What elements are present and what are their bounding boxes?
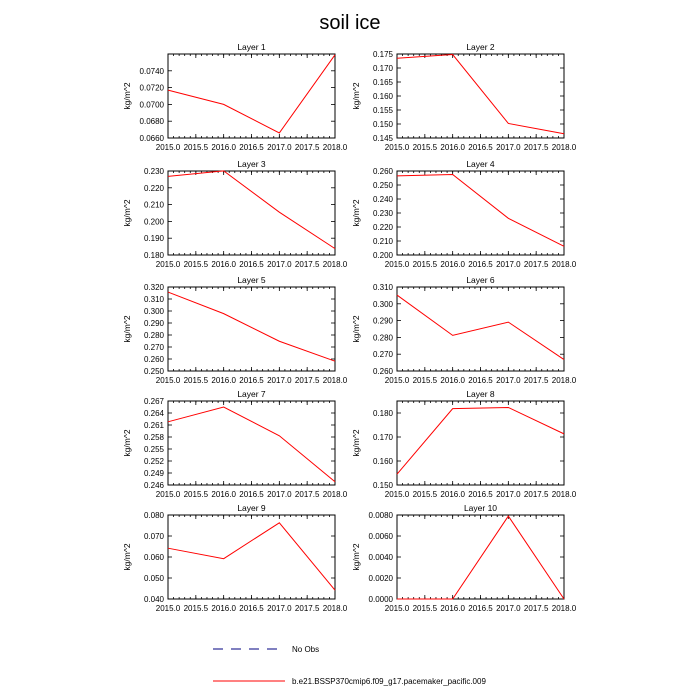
x-tick-label: 2015.0 [384,260,410,269]
y-tick-label: 0.0700 [139,100,164,110]
y-axis-label: kg/m^2 [122,82,132,110]
x-tick-label: 2016.0 [440,143,465,152]
panel-title: Layer 3 [237,159,266,169]
y-tick-label: 0.220 [372,223,393,232]
y-tick-label: 0.180 [143,251,164,260]
series-line [168,292,335,361]
y-tick-label: 0.155 [372,106,393,115]
x-tick-label: 2016.5 [468,260,493,269]
x-tick-label: 2015.5 [412,260,438,269]
x-tick-label: 2015.0 [384,604,410,613]
x-tick-label: 2016.0 [440,376,465,385]
y-tick-label: 0.270 [143,343,164,352]
x-tick-label: 2018.0 [322,143,348,152]
x-tick-label: 2015.5 [183,604,209,613]
y-tick-label: 0.261 [143,421,164,430]
x-tick-label: 2017.0 [496,260,521,269]
y-tick-label: 0.280 [143,331,164,340]
x-tick-label: 2016.5 [239,260,264,269]
y-tick-label: 0.0060 [368,532,393,541]
y-tick-label: 0.200 [143,217,164,227]
x-tick-label: 2015.5 [412,143,438,152]
y-axis-label: kg/m^2 [122,429,132,457]
x-tick-label: 2016.5 [468,376,493,385]
y-tick-label: 0.160 [372,92,393,101]
x-tick-label: 2017.5 [294,376,320,385]
y-tick-label: 0.300 [372,299,393,309]
y-tick-label: 0.0040 [368,553,393,562]
y-axis-label: kg/m^2 [351,199,361,227]
panel-layer-6 [351,275,577,385]
x-tick-label: 2015.5 [412,376,438,385]
y-tick-label: 0.080 [143,511,164,520]
plot-frame [168,287,335,371]
x-tick-label: 2017.0 [496,143,521,152]
x-tick-label: 2015.0 [384,490,410,499]
y-tick-label: 0.249 [143,469,164,478]
panel-layer-7 [122,389,348,499]
y-axis-label: kg/m^2 [351,543,361,571]
panel-title: Layer 6 [466,275,495,285]
plot-frame [168,171,335,255]
x-tick-label: 2016.5 [239,143,264,152]
x-tick-label: 2016.5 [239,376,264,385]
legend-no-obs-label: No Obs [292,645,320,654]
y-axis-label: kg/m^2 [351,315,361,343]
x-tick-label: 2017.0 [496,490,521,499]
y-tick-label: 0.170 [372,433,393,442]
x-tick-label: 2018.0 [551,143,577,152]
y-tick-label: 0.290 [372,316,393,326]
x-tick-label: 2018.0 [551,376,577,385]
y-tick-label: 0.160 [372,457,393,466]
series-line [397,175,564,247]
y-tick-label: 0.060 [143,553,164,562]
x-tick-label: 2015.0 [155,376,181,385]
panel-title: Layer 5 [237,275,266,285]
y-tick-label: 0.050 [143,574,164,583]
series-line [397,407,564,474]
y-tick-label: 0.0720 [139,83,164,93]
y-tick-label: 0.180 [372,409,393,418]
panel-layer-5 [122,275,348,385]
y-tick-label: 0.145 [372,134,393,143]
x-tick-label: 2017.5 [294,260,320,269]
x-tick-label: 2017.5 [523,260,549,269]
series-line [168,171,335,249]
series-line [168,407,335,482]
plot-frame [397,54,564,138]
x-tick-label: 2016.0 [211,143,236,152]
x-tick-label: 2016.5 [468,490,493,499]
x-tick-label: 2018.0 [551,260,577,269]
x-tick-label: 2015.5 [412,490,438,499]
x-tick-label: 2017.0 [267,143,292,152]
y-axis-label: kg/m^2 [122,543,132,571]
panel-layer-3 [122,159,348,269]
x-tick-label: 2016.0 [440,490,465,499]
x-tick-label: 2017.0 [267,490,292,499]
x-tick-label: 2015.5 [412,604,438,613]
x-tick-label: 2015.0 [384,376,410,385]
x-tick-label: 2016.5 [468,604,493,613]
x-tick-label: 2015.5 [183,260,209,269]
x-tick-label: 2017.5 [294,490,320,499]
x-tick-label: 2015.0 [155,604,181,613]
y-tick-label: 0.220 [143,183,164,193]
x-tick-label: 2017.5 [294,143,320,152]
y-tick-label: 0.070 [143,532,164,541]
y-tick-label: 0.310 [372,283,393,292]
y-axis-label: kg/m^2 [122,315,132,343]
x-tick-label: 2016.0 [211,604,236,613]
panel-layer-9 [122,503,348,613]
x-tick-label: 2018.0 [551,604,577,613]
y-tick-label: 0.0000 [368,595,393,604]
series-line [168,523,335,590]
x-tick-label: 2017.5 [523,490,549,499]
plot-frame [168,515,335,599]
x-tick-label: 2016.0 [211,260,236,269]
panel-layer-1 [122,42,348,152]
panel-title: Layer 1 [237,42,266,52]
plot-frame [168,401,335,485]
y-tick-label: 0.190 [143,234,164,244]
panel-title: Layer 9 [237,503,266,513]
x-tick-label: 2016.5 [468,143,493,152]
y-tick-label: 0.200 [372,251,393,260]
plot-frame [168,54,335,138]
series-line [397,295,564,360]
panel-title: Layer 7 [237,389,266,399]
x-tick-label: 2017.5 [523,376,549,385]
x-tick-label: 2015.0 [384,143,410,152]
panel-title: Layer 2 [466,42,495,52]
x-tick-label: 2018.0 [551,490,577,499]
x-tick-label: 2017.5 [523,143,549,152]
y-tick-label: 0.250 [372,181,393,190]
x-tick-label: 2015.0 [155,143,181,152]
y-tick-label: 0.210 [143,200,164,210]
plot-frame [397,401,564,485]
x-tick-label: 2017.5 [523,604,549,613]
panel-layer-2 [351,42,577,152]
x-tick-label: 2017.0 [267,604,292,613]
x-tick-label: 2017.5 [294,604,320,613]
y-tick-label: 0.250 [143,367,164,376]
y-tick-label: 0.267 [143,397,164,406]
y-tick-label: 0.210 [372,237,393,246]
y-tick-label: 0.300 [143,307,164,316]
legend-series-label: b.e21.BSSP370cmip6.f09_g17.pacemaker_pacific.009 [292,677,486,686]
y-tick-label: 0.230 [372,209,393,218]
y-tick-label: 0.0080 [368,511,393,520]
figure-title: soil ice [319,12,381,34]
x-tick-label: 2015.5 [183,143,209,152]
y-tick-label: 0.150 [372,120,393,129]
y-tick-label: 0.246 [143,481,164,490]
y-tick-label: 0.170 [372,64,393,73]
y-tick-label: 0.260 [372,167,393,176]
y-tick-label: 0.040 [143,595,164,604]
x-tick-label: 2016.0 [440,260,465,269]
legend [213,645,486,686]
y-tick-label: 0.165 [372,78,393,87]
y-tick-label: 0.258 [143,433,164,442]
y-tick-label: 0.150 [372,481,393,490]
x-tick-label: 2016.5 [239,604,264,613]
x-tick-label: 2017.0 [267,260,292,269]
x-tick-label: 2015.0 [155,260,181,269]
y-axis-label: kg/m^2 [122,199,132,227]
x-tick-label: 2016.5 [239,490,264,499]
y-tick-label: 0.260 [143,355,164,364]
x-tick-label: 2015.5 [183,490,209,499]
y-tick-label: 0.255 [143,445,164,454]
y-tick-label: 0.175 [372,50,393,59]
series-line [168,55,335,133]
x-tick-label: 2018.0 [322,490,348,499]
x-tick-label: 2016.0 [211,376,236,385]
x-tick-label: 2016.0 [211,490,236,499]
series-line [397,516,564,599]
x-tick-label: 2017.0 [267,376,292,385]
y-tick-label: 0.310 [143,295,164,304]
x-tick-label: 2018.0 [322,604,348,613]
y-tick-label: 0.260 [372,367,393,376]
y-tick-label: 0.0660 [139,134,164,143]
x-tick-label: 2017.0 [496,376,521,385]
panel-layer-4 [351,159,577,269]
y-tick-label: 0.252 [143,457,164,466]
y-tick-label: 0.0740 [139,66,164,76]
y-axis-label: kg/m^2 [351,82,361,110]
y-tick-label: 0.264 [143,409,164,418]
y-tick-label: 0.0680 [139,117,164,127]
y-tick-label: 0.230 [143,167,164,176]
x-tick-label: 2015.5 [183,376,209,385]
panels [122,42,577,613]
y-tick-label: 0.320 [143,283,164,292]
panel-layer-8 [351,389,577,499]
plot-frame [397,171,564,255]
y-tick-label: 0.0020 [368,574,393,583]
y-tick-label: 0.240 [372,195,393,204]
x-tick-label: 2016.0 [440,604,465,613]
series-line [397,55,564,134]
x-tick-label: 2018.0 [322,376,348,385]
panel-title: Layer 8 [466,389,495,399]
x-tick-label: 2017.0 [496,604,521,613]
y-tick-label: 0.270 [372,350,393,360]
x-tick-label: 2015.0 [155,490,181,499]
y-axis-label: kg/m^2 [351,429,361,457]
x-tick-label: 2018.0 [322,260,348,269]
y-tick-label: 0.280 [372,333,393,343]
panel-layer-10 [351,503,577,613]
y-tick-label: 0.290 [143,319,164,328]
panel-title: Layer 4 [466,159,495,169]
panel-title: Layer 10 [463,503,498,513]
